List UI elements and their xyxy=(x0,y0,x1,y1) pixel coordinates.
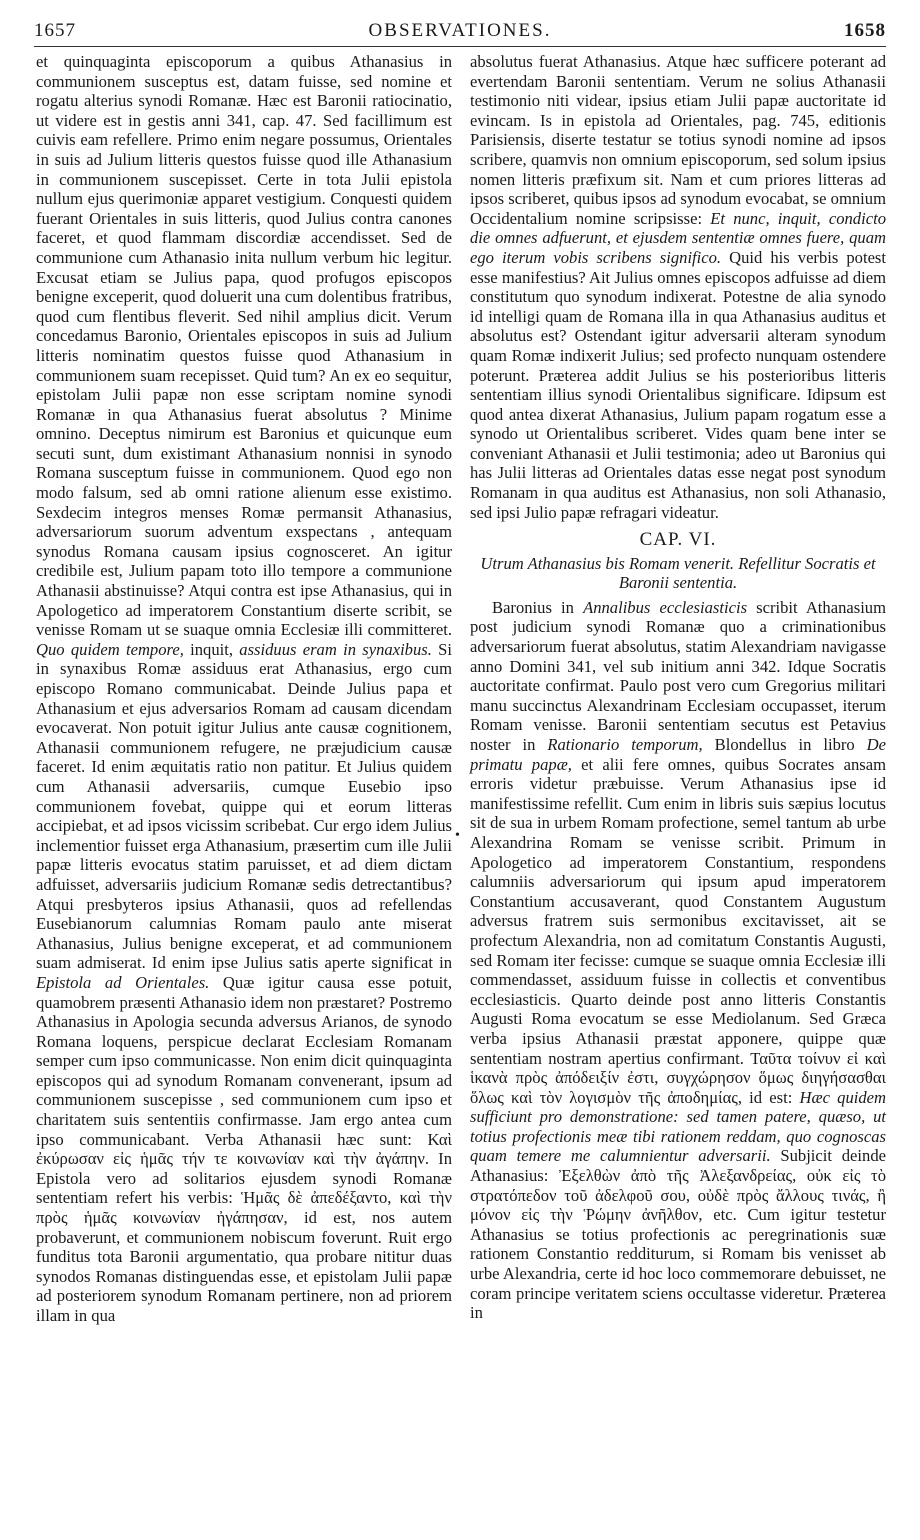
right-column xyxy=(470,52,886,1323)
page-number-right: 1658 xyxy=(844,20,886,41)
chapter-heading: CAP. VI. xyxy=(639,529,717,551)
left-italic-3: Epistola ad Orientales. xyxy=(36,972,210,992)
right-italic-2a: Annalibus ecclesiasticis xyxy=(583,597,748,617)
left-text-3: Si in synaxibus Romæ assiduus erat Athanasius, ergo cum episcopo Romano communicabat. Deinde Julius papa et Athanasium et ejus adversarios Romam ad causam dicendam evocaverat. Non potuit igitur Julius ante causæ cognitionem, Athanasii communionem refugere, ne præjudicium causæ faceret. Id enim æquitatis ratio non patitur. Et Julius quidem cum Athanasii adversariis, cumque Eusebio ipso communionem fovebat, quippe qui et eorum litteras accipiebat, et ad ipsos vicissim scribebat. Cur ergo idem Julius inclementior fuisset erga Athanasium, præsertim cum ille Julii papæ litteris evocatus statim paruisset, et ad diem dictam adfuisset, adversariis judicium Romanæ sedis detrectantibus? Atqui presbyteros ipsius Athanasii, quos ad refellendas Eusebianorum calumnias Romam paulo ante miserat Athanasius, Julius benigne exceperat, et ad communionem suam admiserat. Id enim ipse Julius satis aperte significat in xyxy=(36,639,452,973)
right-paragraph-2 xyxy=(470,598,886,1323)
left-text-2: inquit, xyxy=(183,639,240,659)
page-number-left: 1657 xyxy=(34,20,76,41)
running-title: OBSERVATIONES. xyxy=(368,20,552,41)
left-text-1: et quinquaginta episcoporum a quibus Athanasius in communionem susceptus est, datam fuisse, sed nomine et rogatu alterius synodi Romanæ. Hæc est Baronii ratiocinatio, ut videre est in gestis anni 341, cap. 47. Sed facillimum est cuivis eam refellere. Primo enim negare possumus, Orientales in suis ad Julium litteris questos fuisse quod ille Athanasium in communionem suscepisset. Certe in tota Julii epistola nullum ejus querimoniæ apparet vestigium. Conquesti quidem fuerant Orientales in suis litteris, quod Julius contra canones faceret, et quod flammam discordiæ accendisset. Sed de communione cum Athanasio inita nullum verbum hic legitur. Excusat etiam se Julius papa, quod profugos episcopos benigne exceperit, quod doluerit una cum dolentibus fratribus, quod cum flentibus fleverit. Sed nihil amplius dicit. Verum concedamus Baronio, Orientales episcopos in suis ad Julium litteris nominatim questos fuisse quod Athanasium in communionem suam recepisset. Quid tum? An ex eo sequitur, epistolam Julii papæ non esse scriptam nomine synodi Romanæ in qua Athanasius fuerat absolutus ? Minime omnino. Deceptus nimirum est Baronius et quicunque eum secuti sunt, dum existimant Athanasium nonnisi in synodo Romana susceptum fuisse in communionem. Quod ego non modo falsum, sed ab omni ratione alienum esse existimo. Sexdecim integros menses Romæ permansit Athanasius, adversariorum suorum adventum exspectans , antequam synodus Romana causam ipsius cognosceret. An igitur credibile est, Julium papam toto illo tempore a communione Athanasii abstinuisse? Atqui contra est ipse Athanasius, qui in Apologetico ad imperatorem Constantium diserte scribit, se venisse Romam ut se suaque omnia Ecclesiæ illi committeret. xyxy=(36,52,452,640)
right-text-1a: absolutus fuerat Athanasius. Atque hæc sufficere poterant ad evertendam Baronii sententiam. Verum ne solius Athanasii testimonio niti videar, ipsius etiam Julii papæ auctoritate id evincam. Is in epistola ad Orientales, pag. 745, editionis Parisiensis, diserte testatur se totius synodi nomine ad ipsos scribere, quamvis non omnium episcoporum, sed solum ipsius nomen litteris præfixum sit. Nam et cum priores litteras ad ipsos scriberet, quibus ipsos ad synodum evocabat, se omnium Occidentalium nomine scripsisse: xyxy=(470,52,886,228)
left-text-4: Quæ igitur causa esse potuit, quamobrem præsenti Athanasio idem non præstaret? Postremo Athanasius in Apologia secunda adversus Arianos, de synodo Romana loquens, perspicue declarat Ecclesiam Romanam semper cum ipso communicasse. Non enim dicit quinquaginta episcopos qui ad synodum Romanam convenerant, ipsum ad communionem suscepisse , sed communionem cum ipso et charitatem suis sententiis confirmasse. Jam ergo antea cum ipso communicabant. Verba Athanasii hæc sunt: Καὶ ἐκύρωσαν εἰς ἡμᾶς τήν τε κοινωνίαν καὶ τὴν ἀγάπην. In Epistola vero ad solitarios ejusdem synodi Romanæ sententiam refert his verbis: Ἡμᾶς δὲ ἀπεδέξαντο, καὶ τὴν πρὸς ἡμᾶς κοινωνίαν ἠγάπησαν, id est, nos autem probaverunt, et communionem nobiscum foverunt. Ruit ergo funditus tota Baronii argumentatio, qua probare nititur duas synodos Romanas distinguendas esse, et epistolam Julii papæ ad posteriorem synodum Romanam pertinere, non ad priorem illam in qua xyxy=(36,972,452,1325)
right-text-2b: scribit Athanasium post judicium synodi Romanæ quo a criminationibus adversariorum fuerat absolutus, statim Alexandriam navigasse anno Domini 341, vel sub initium anni 342. Idque Socratis auctoritate confirmat. Paulo post vero cum Gregorius militari manu succinctus Alexandrinam Ecclesiam occupasset, iterum Romam venisse. Baronii sententiam secutus est Petavius noster in xyxy=(470,597,887,754)
gutter-mark: • xyxy=(455,828,460,843)
right-italic-2c: De primatu papæ, xyxy=(470,735,887,774)
left-italic-1: Quo quidem tempore, xyxy=(36,639,184,659)
header-rule xyxy=(34,46,886,47)
chapter-subtitle: Utrum Athanasius bis Romam venerit. Refellitur Socratis et Baronii sententia. xyxy=(480,553,876,592)
right-text-2d: et alii fere omnes, quibus Socrates ansam erroris videtur præbuisse. Verum Athanasius ipse id manifestissime refellit. Cum enim in libris suis sæpius locutus sit de sua in urbem Romam profectione, semel tantum ab urbe Alexandrina Romam se venisse scribit. Primum in Apologetico ad imperatorem Constantium, respondens calumniis adversariorum qui ipsum apud imperatorem Constantium accusaverant, quod Constantem Augustum adversus fratrem suis sermonibus excitavisset, ait se profectum Alexandria, non ad comitatum Constantis Augusti, sed Romam iter fecisse: cumque se suaque omnia Ecclesiæ illi commendasset, assiduum fuisse in collectis et conventibus ecclesiasticis. Quarto deinde post anno litteris Constantis Augusti Roma evocatum se esse Mediolanum. Sed Græca verba ipsius Athanasii præstat apponere, quippe quæ sententiam nostram apertius confirmant. Ταῦτα τοίνυν εἰ καὶ ἱκανὰ πρὸς ἀπόδειξίν ἐστι, συγχώρησον ὅμως διηγήσασθαι ὅλως καὶ τὸν λογισμὸν τῆς ἀποδημίας, id est: xyxy=(470,754,886,1107)
right-paragraph-1 xyxy=(470,52,886,522)
right-italic-1: Et nunc, inquit, condicto die omnes adfuerunt, et ejusdem sententiæ omnes fuere, quam ego iterum vobis scribens significo. xyxy=(470,208,886,267)
left-column xyxy=(36,52,452,1326)
right-italic-2b: Rationario temporum, xyxy=(547,735,703,754)
right-text-1b: Quid his verbis potest esse manifestius? Ait Julius omnes episcopos adfuisse ad diem constitutum quo synodum indixerat. Potestne de alia synodo id intelligi quam de Romana illa in qua Athanasius auditus et absolutus est? Ostendant igitur adversarii alteram synodum quam Romæ indixerit Julius; sed profecto nunquam ostendere poterunt. Præterea addit Julius se his posterioribus litteris sententiam illius synodi Orientalibus significare. Idipsum est quod antea dixerat Athanasius, Julium papam rogatum esse a synodo ut Orientalibus scriberet. Vides quam bene inter se conveniant Athanasii et Julii testimonia; adeo ut Baronius qui has Julii litteras ad Orientales datas esse negat post synodum Romanam in qua auditus est Athanasius, non soli Athanasio, sed ipsi Julio papæ refragari videatur. xyxy=(470,247,886,522)
right-text-2a: Baronius in xyxy=(492,597,584,617)
right-text-2e: Subjicit deinde Athanasius: Ἐξελθὼν ἀπὸ τῆς Ἀλεξανδρείας, οὐκ εἰς τὸ στρατόπεδον τοῦ ἀδελφοῦ σου, οὐδὲ πρὸς ἄλλους τινάς, ἢ μόνον εἰς τὴν Ῥώμην ἀνῆλθον, etc. Cum igitur testetur Athanasius se totius profectionis ac peregrinationis suæ rationem Constantio redditurum, si Romam bis venisset ab urbe Alexandria, certe id hoc loco commemorare debuisset, ne coram principe veritatem sciens occultasse videretur. Præterea in xyxy=(470,1146,886,1323)
left-paragraph xyxy=(36,52,452,1326)
right-text-2c: Blondellus in libro xyxy=(702,735,867,754)
left-italic-2: assiduus eram in synaxibus. xyxy=(239,639,432,659)
right-italic-2d: Hæc quidem sufficiunt pro demonstratione: sed tamen patere, quæso, ut totius profectionis meæ tibi rationem reddam, quo cognoscas quam temere me calumnientur adversarii. xyxy=(470,1087,886,1166)
